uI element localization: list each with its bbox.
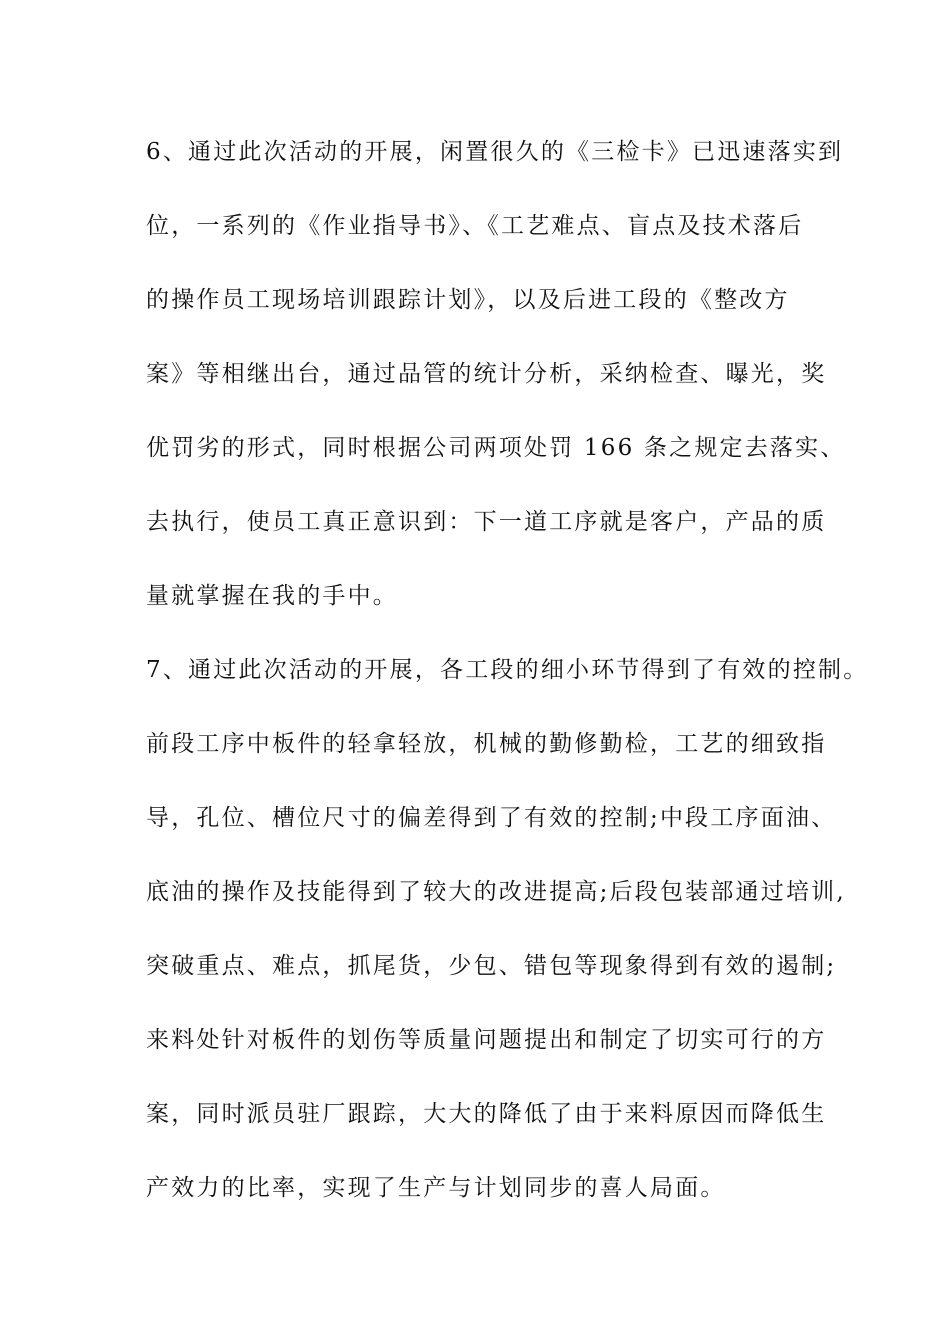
text-line: 来料处针对板件的划伤等质量问题提出和制定了切实可行的方 [146,1027,827,1053]
text-line: 底油的操作及技能得到了较大的改进提高;后段包装部通过培训, [146,879,846,905]
text-line: 6、通过此次活动的开展，闲置很久的《三检卡》已迅速落实到 [146,139,844,165]
text-line: 导，孔位、槽位尺寸的偏差得到了有效的控制;中段工序面油、 [146,805,837,831]
text-line: 去执行，使员工真正意识到：下一道工序就是客户，产品的质 [146,509,827,535]
text-line: 的操作员工现场培训跟踪计划》，以及后进工段的《整改方 [146,287,790,313]
text-line: 突破重点、难点，抓尾货，少包、错包等现象得到有效的遏制; [146,953,837,979]
text-line: 前段工序中板件的轻拿轻放，机械的勤修勤检，工艺的细致指 [146,731,827,757]
text-line: 案，同时派员驻厂跟踪，大大的降低了由于来料原因而降低生 [146,1101,827,1127]
text-line: 产效力的比率，实现了生产与计划同步的喜人局面。 [146,1175,726,1201]
text-line: 位，一系列的《作业指导书》、《工艺难点、盲点及技术落后 [146,213,804,239]
text-line: 优罚劣的形式，同时根据公司两项处罚 166 条之规定去落实、 [146,435,846,461]
text-line: 案》等相继出台，通过品管的统计分析，采纳检查、曝光，奖 [146,361,827,387]
text-line: 量就掌握在我的手中。 [146,583,398,609]
text-line: 7、通过此次活动的开展，各工段的细小环节得到了有效的控制。 [146,657,869,683]
